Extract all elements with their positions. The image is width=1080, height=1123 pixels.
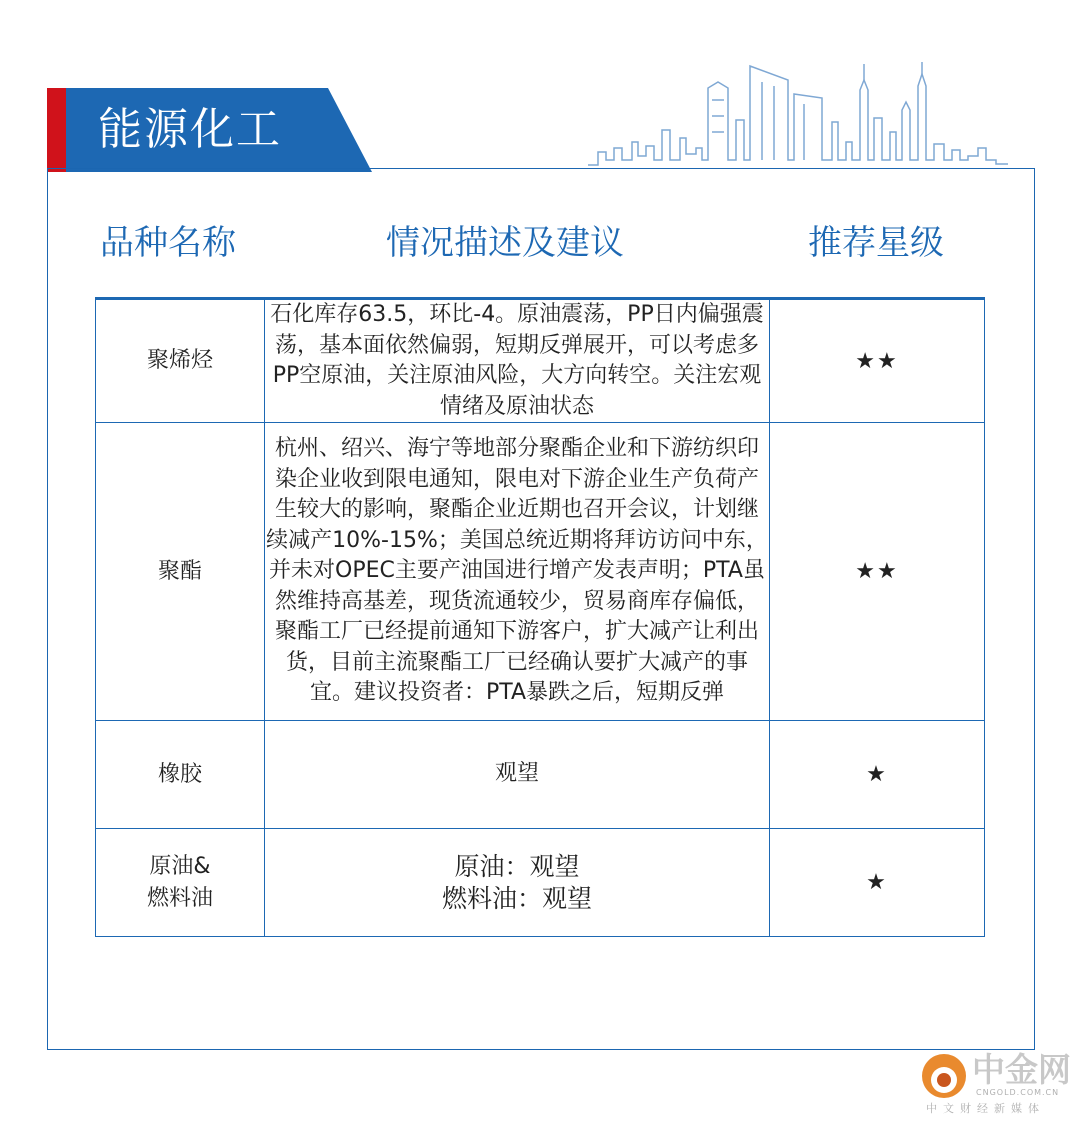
section-title: 能源化工	[98, 104, 282, 155]
product-name: 聚烯烃	[96, 299, 265, 423]
logo-slogan: 中文财经新媒体	[926, 1102, 1045, 1115]
product-name: 聚酯	[96, 423, 265, 721]
site-logo	[922, 1050, 1072, 1116]
description-line: 原油：观望	[454, 851, 580, 881]
product-name	[96, 829, 265, 937]
table-row	[96, 721, 985, 829]
header-rating: 推荐星级	[808, 223, 944, 263]
table-row	[96, 299, 985, 423]
city-skyline-icon	[588, 60, 1008, 170]
star-rating: ★	[770, 721, 985, 829]
description: 观望	[265, 721, 770, 829]
header-product-name: 品种名称	[100, 223, 236, 263]
logo-name: 中金网	[972, 1050, 1071, 1089]
logo-mark-icon	[922, 1054, 966, 1098]
star-rating: ★★	[770, 299, 985, 423]
table-row	[96, 423, 985, 721]
title-red-bar	[47, 88, 66, 172]
star-rating: ★	[770, 829, 985, 937]
star-rating: ★★	[770, 423, 985, 721]
header-description: 情况描述及建议	[386, 223, 624, 263]
product-name-line: 燃料油	[146, 885, 213, 911]
description: 石化库存63.5，环比-4。原油震荡，PP日内偏强震荡，基本面依然偏弱，短期反弹展开，可以考虑多PP空原油，关注原油风险，大方向转空。关注宏观情绪及原油状态	[265, 299, 770, 423]
description-line: 燃料油：观望	[441, 883, 592, 913]
description: 杭州、绍兴、海宁等地部分聚酯企业和下游纺织印染企业收到限电通知，限电对下游企业生产负荷产生较大的影响，聚酯企业近期也召开会议，计划继续减产10%-15%；美国总统近期将拜访访问中东，并未对OPEC主要产油国进行增产发表声明；PTA虽然维持高基差，现货流通较少，贸易商库存偏低， 聚酯工厂已经提前通知下游客户，扩大减产让利出货，目前主流聚酯工厂已经确认要扩大减产的事宜。建议投资者：PTA暴跌之后，短期反弹	[265, 423, 770, 721]
logo-url: CNGOLD.COM.CN	[976, 1088, 1060, 1097]
recommendation-table	[95, 297, 985, 937]
description	[265, 829, 770, 937]
product-name: 橡胶	[96, 721, 265, 829]
product-name-line: 原油&	[149, 853, 211, 879]
table-row	[96, 829, 985, 937]
